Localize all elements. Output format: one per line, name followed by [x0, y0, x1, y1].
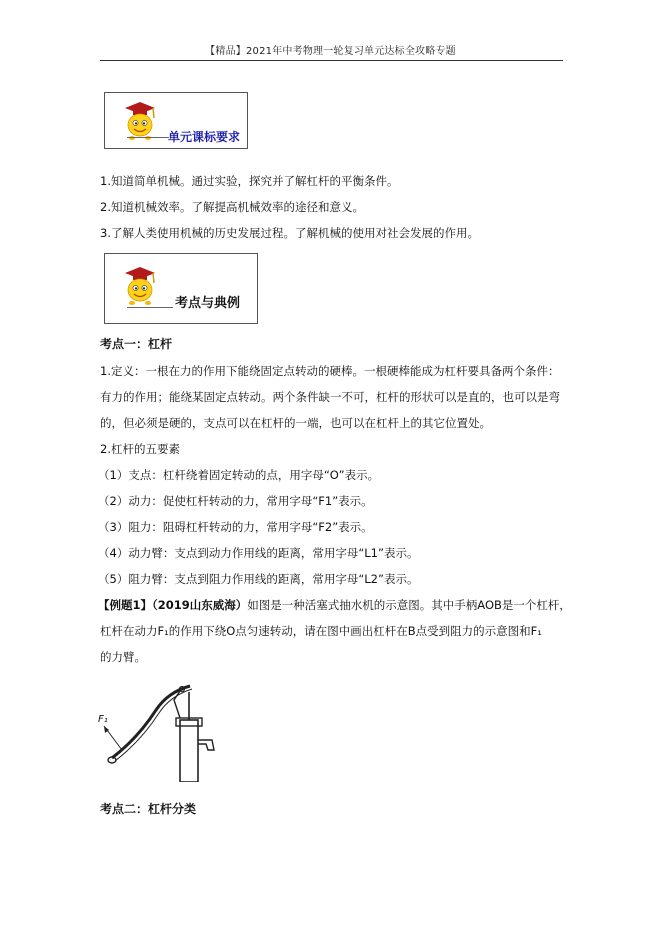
banner-title: 单元课标要求 [168, 130, 241, 144]
banner-underline [127, 137, 169, 138]
example-text: 如图是一种活塞式抽水机的示意图。其中手柄AOB是一个杠杆， [247, 598, 571, 612]
header-divider [100, 60, 563, 61]
requirement-3: 3.了解人类使用机械的历史发展过程。了解机械的使用对社会发展的作用。 [100, 226, 479, 240]
figure-label-f1: F₁ [98, 714, 108, 725]
example-source: （2019山东威海） [152, 598, 248, 612]
requirement-2: 2.知道机械效率。了解提高机械效率的途径和意义。 [100, 200, 364, 214]
definition-line-1: 1.定义：一根在力的作用下能绕固定点转动的硬棒。一根硬棒能成为杠杆要具备两个条件： [100, 364, 560, 378]
element-effort-arm: （4）动力臂：支点到动力作用线的距离，常用字母“L1”表示。 [98, 546, 419, 560]
element-effort: （2）动力：促使杠杆转动的力，常用字母“F1”表示。 [98, 494, 373, 508]
definition-line-2: 有力的作用；能绕某固定点转动。两个条件缺一不可，杠杆的形状可以是直的，也可以是弯 [100, 390, 560, 404]
example-tag: 【例题1】 [98, 598, 153, 612]
element-load: （3）阻力：阻碍杠杆转动的力，常用字母“F2”表示。 [98, 520, 373, 534]
definition-line-3: 的，但必须是硬的，支点可以在杠杆的一端，也可以在杠杆上的其它位置处。 [100, 416, 491, 430]
mascot-graduation-cap-icon [119, 264, 159, 308]
elements-title: 2.杠杆的五要素 [100, 442, 180, 456]
example-1-line-3: 的力臂。 [100, 650, 146, 664]
element-load-arm: （5）阻力臂：支点到阻力作用线的距离，常用字母“L2”表示。 [98, 572, 419, 586]
section-heading-lever-classification: 考点二：杠杆分类 [100, 802, 197, 816]
water-pump-diagram [98, 680, 228, 782]
requirement-1: 1.知道简单机械。通过实验，探究并了解杠杆的平衡条件。 [100, 174, 399, 188]
banner-unit-requirements [104, 92, 248, 149]
example-1-line-1 [98, 597, 571, 613]
element-fulcrum: （1）支点：杠杆绕着固定转动的点，用字母“O”表示。 [98, 468, 380, 482]
banner-title: 考点与典例 [175, 296, 241, 311]
page-header: 【精品】2021年中考物理一轮复习单元达标全攻略专题 [205, 46, 456, 57]
banner-underline [127, 307, 173, 308]
banner-key-points-examples [104, 253, 258, 324]
section-heading-lever: 考点一：杠杆 [100, 337, 173, 351]
example-1-line-2: 杠杆在动力F₁的作用下绕O点匀速转动，请在图中画出杠杆在B点受到阻力的示意图和F₁ [100, 624, 542, 638]
